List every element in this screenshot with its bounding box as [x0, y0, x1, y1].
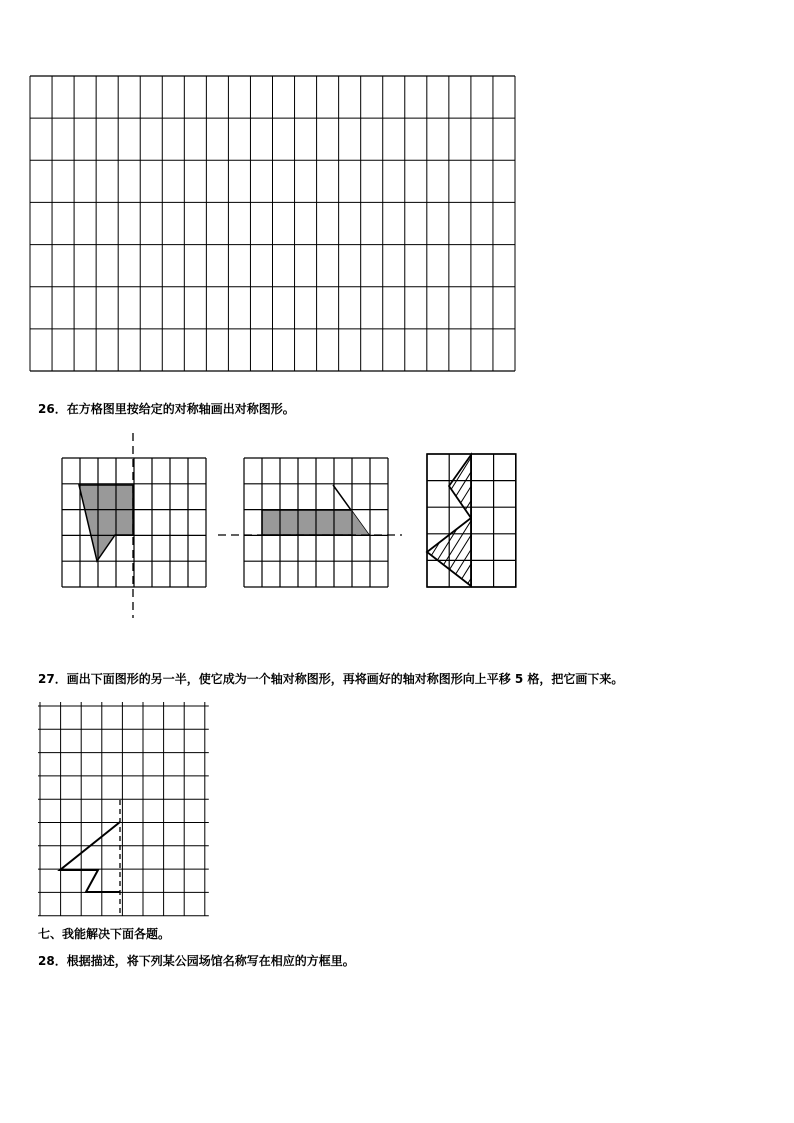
section-7-heading: 七、我能解决下面各题。	[38, 927, 171, 941]
figure-27-half-shape	[60, 822, 120, 892]
question-26-text: 26．在方格图里按给定的对称轴画出对称图形。	[38, 402, 295, 416]
question-27-text: 27．画出下面图形的另一半，使它成为一个轴对称图形，再将画好的轴对称图形向上平移 5 格，把它画下来。	[38, 672, 624, 686]
question-28-text: 28．根据描述，将下列某公园场馆名称写在相应的方框里。	[38, 954, 355, 968]
